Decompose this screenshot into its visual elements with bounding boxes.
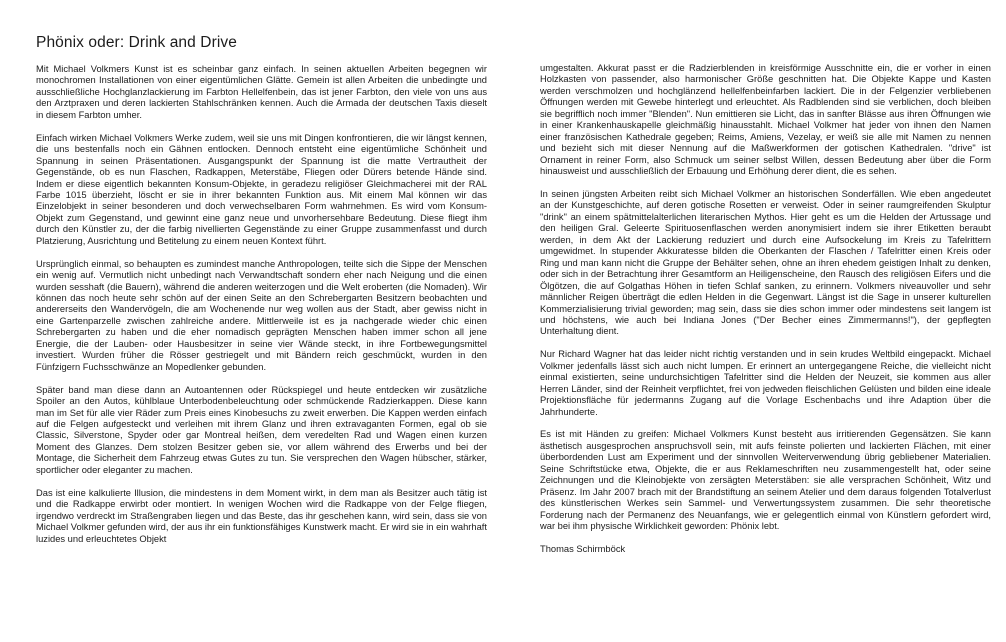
right-column [540,63,991,567]
author-signature: Thomas Schirmböck [540,543,626,554]
paragraph: Nur Richard Wagner hat das leider nicht richtig verstanden und in sein krudes Weltbild eingepackt. Michael Volkmer jedenfalls lässt sich auch nicht lumpen. Er erinnert an untergegangene Reiche, die vielleicht nicht einmal existierten, seine undurchsichtigen Tafelritter sind die Helden der Neuzeit, sie kommen aus aller Herren Länder, sind der Reinheit verpflichtet, frei von jedweden fleischlichen Gelüsten und bilden eine ideale Projektionsfläche für jedermanns Zugang auf die Vorlage Eschenbachs und ihre Adaption über die Jahrhunderte. [540,349,991,417]
paragraph: Es ist mit Händen zu greifen: Michael Volkmers Kunst besteht aus irritierenden Gegensätzen. Sie kann ästhetisch ausgesprochen anspruchsvoll sein, mit aufs feinste polierten und lackierten Flächen, mit einer überbordenden Lust am Experiment und der sinnvollen Weiterverwendung übrig gebliebener Materialien. Seine Schriftstücke etwa, Objekte, die er aus Reklameschriften neu zusammengestellt hat, oder seine Zeichnungen und die Kleinobjekte von zersägten Meterstäben: sie alle versprachen Schönheit, Witz und Präsenz. Im Jahr 2007 brach mit der Brandstiftung an seinem Atelier und dem daraus folgenden Totalverlust des künstlerischen Werkes sein Sammel- und Verwertungssystem zusammen. Die sehr theoretische Forderung nach der Permanenz des Neuanfangs, wie er gelegentlich einmal von Künstlern gefordert wird, war bei ihm physische Wirklichkeit geworden: Phönix lebt. [540,429,991,532]
left-column [36,64,487,556]
paragraph: In seinen jüngsten Arbeiten reibt sich Michael Volkmer an historischen Sonderfällen. Wie eben angedeutet an der Kunstgeschichte, auf deren gotische Rosetten er verweist. Oder in seiner raumgreifenden Skulptur "drink" an einem spätmittelalterlichen literarischen Mythos. Hier geht es um die Helden der Artussage und den heiligen Gral. Geleerte Spirituosenflaschen werden anonymisiert indem sie ihrer Etiketten beraubt werden, in dem Akt der Lackierung reduziert und durch eine Aufsockelung im Kreis zu Tafelrittern umgewidmet. In stupender Akkuratesse bilden die Oberkanten der Flaschen / Tafelritter einen Kreis oder Ring und man kann nicht die Gruppe der Behälter sehen, ohne an ihren ehedem geistigen Inhalt zu denken, oder sich in der Betrachtung ihrer Gesamtform an Heiligenscheine, den Rausch des religiösen Eifers und die Ölgötzen, die auf Golgathas Höhen in tiefen Schlaf sanken, zu erinnern. Volkmers niveauvoller und sehr männlicher Reigen überträgt die edlen Helden in die Gegenwart. Längst ist die Sage in unserer kulturellen Kommerzialisierung trivial geworden; mag sein, dass sie dies schon immer oder mindestens seit langem ist und höchstens, wie auch bei Indiana Jones ("Der Becher eines Zimmermanns!"), der gepflegten Unterhaltung dient. [540,188,991,337]
paragraph: Ursprünglich einmal, so behaupten es zumindest manche Anthropologen, teilte sich die Sippe der Menschen ein wenig auf. Vermutlich nicht unbedingt nach Verwandtschaft sondern eher nach Neigung und die einen wurden sesshaft (die Bauern), während die anderen weiterzogen und die Welt eroberten (die Nomaden). Wir können das noch heute sehr schön auf der einen Seite an den Schrebergarten Besitzern beobachten und andererseits den Wandervögeln, die am Wochenende nur weg wollen aus der Stadt, aber gewiss nicht in eine Gartenparzelle zwischen zahlreiche andere. Mittlerweile ist es ja nachgerade wieder chic einen Schrebergarten zu haben und die eher nomadisch geprägten Menschen haben immer schon all jene Energie, die der Lauben- oder Hausbesitzer in seine vier Wände steckt, in ihre Fortbewegungsmittel investiert. Wurden früher die Rösser gestriegelt und mit Bändern reich geschmückt, wurden in den Fünfzigern Fuchsschwänze an Mopedlenker gebunden. [36,258,487,372]
paragraph: umgestalten. Akkurat passt er die Radzierblenden in kreisförmige Ausschnitte ein, die er vorher in einen Holzkasten von passender, also harmonischer Größe geschnitten hat. Die Objekte Kappe und Kasten werden verschmolzen und hochglänzend hellelfenbeinfarben lackiert. Die in der Felgenzier verbliebenen Öffnungen werden mit Gewebe hinterlegt und erleuchtet. Als Radblenden sind sie verblichen, doch bleiben sie begrifflich noch immer "Blenden". Nun emittieren sie Licht, das in sanfter Blässe aus ihren Öffnungen wie in einer Krankenhauskapelle gleichmäßig hinausstahlt. Michael Volkmer hat jeder von ihnen den Namen einer französischen Kathedrale gegeben; Reims, Amiens, Vezelay, er weiß sie alle mit Namen zu nennen und bezieht sich mit dieser Nennung auf die Maßwerkformen der gotischen Kathedralen. "drive" ist Ornament in reiner Form, also Schmuck um seiner selbst Willen, dessen Bedeutung aber über die Form hinausweist und ausschließlich der Erbauung und Erhöhung derer dient, die es sehen. [540,63,991,177]
paragraph: Mit Michael Volkmers Kunst ist es scheinbar ganz einfach. In seinen aktuellen Arbeiten begegnen wir monochromen Installationen von einer eigentümlichen Glätte. Gemein ist allen Arbeiten die unbedingte und ausschließliche Hochglanzlackierung im Farbton Hellelfenbein, das ist jener Farbton, den viele von uns aus den Arztpraxen und deren lackierten Stahlschränken kennen. Auch die Armada der deutschen Taxis dieselt in diesem Farbton umher. [36,64,487,120]
page-title: Phönix oder: Drink and Drive [36,34,237,51]
paragraph: Einfach wirken Michael Volkmers Werke zudem, weil sie uns mit Dingen konfrontieren, die wir längst kennen, die uns bestenfalls noch ein Gähnen entlocken. Dennoch entsteht eine eigentümliche Schönheit und Spannung in seinen Präsentationen. Ausgangspunkt der Spannung ist die matte Vertrautheit der Gegenstände, ob es nun Flaschen, Radkappen, Meterstäbe, Fliegen oder Dürers betende Hände sind. Indem er diese eigentlich bekannten Konsum-Objekte, in geradezu religiöser Gleichmacherei mit der RAL Farbe 1015 überzieht, löscht er sie in ihrer bekannten Funktion aus. Mit einem Mal können wir das Einzelobjekt in seiner besonderen und doch verwechselbaren Form wahrnehmen. Es wird vom Konsum-Objekt zum Gegenstand, und gewinnt eine ganz neue und unvorhersehbare Bedeutung. Diese fliegt ihm durch den Künstler zu, der die farbig nivellierten Gegenstände zu einer Gruppe zusammenfasst und durch Platzierung, Ausrichtung und Betitelung zu einem neuen Kontext führt. [36,132,487,246]
paragraph: Das ist eine kalkulierte Illusion, die mindestens in dem Moment wirkt, in dem man als Besitzer auch tätig ist und die Radkappe erwirbt oder montiert. In wenigen Wochen wird die Radkappe von der Felge fliegen, irgendwo verdreckt im Straßengraben liegen und das Beste, das ihr geschehen kann, wird sein, dass sie von Michael Volkmer gefunden wird, der aus ihr ein funktionsfähiges Kunstwerk macht. Er wird sie in ein wahrhaft luzides und erleuchtetes Objekt [36,487,487,544]
paragraph: Später band man diese dann an Autoantennen oder Rückspiegel und heute entdecken wir zusätzliche Spoiler an den Autos, kühlblaue Unterbodenbeleuchtung oder schmückende Radzierkappen. Diese kann man im Set für alle vier Räder zum Preis eines Kinobesuchs zu zweit erwerben. Die Kappen werden einfach auf die Felgen aufgesteckt und verleihen mit ihrem Glanz und ihren extravaganten Formen, egal ob sie Classic, Silverstone, Spyder oder gar Montreal heißen, dem veredelten Rad und Wagen einen kurzen Moment des Glanzes. Dem stolzen Besitzer geben sie, vor allem während des Erwerbs und bei der Montage, die Sicherheit dem Fahrzeug etwas Gutes zu tun. Sie versprechen den Wagen hübscher, stärker, sportlicher oder eleganter zu machen. [36,384,487,475]
